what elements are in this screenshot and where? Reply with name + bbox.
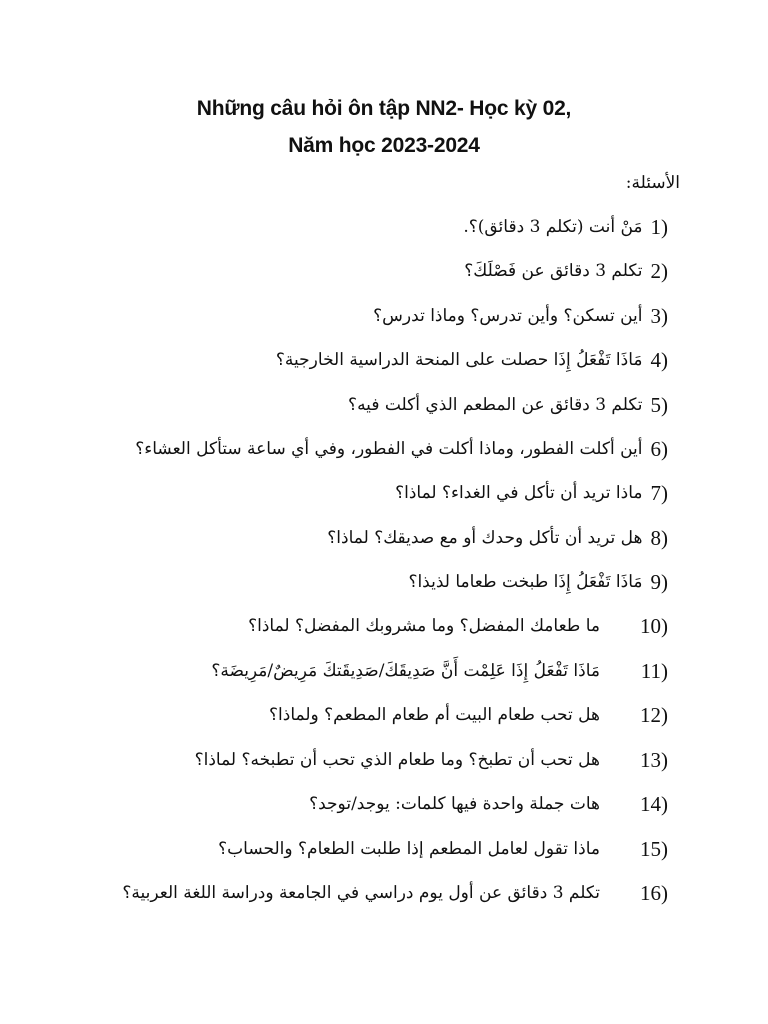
question-item — [108, 789, 668, 819]
question-text: أين تسكن؟ وأين تدرس؟ وماذا تدرس؟ — [373, 306, 643, 326]
question-number: 8) — [650, 526, 668, 550]
question-text: مَاذَا تَفْعَلُ إِذَا طبخت طعاما لذيذا؟ — [408, 572, 643, 592]
question-item — [463, 212, 668, 242]
question-item — [108, 878, 668, 908]
question-item — [276, 345, 668, 375]
question-number: 14) — [640, 792, 668, 816]
document-title-line-1: Những câu hỏi ôn tập NN2- Học kỳ 02, — [196, 97, 572, 120]
question-item — [108, 656, 668, 686]
question-item — [464, 256, 668, 286]
question-number: 4) — [650, 348, 668, 372]
question-item — [108, 834, 668, 864]
question-number: 16) — [640, 881, 668, 905]
question-number: 12) — [640, 703, 668, 727]
question-number: 13) — [640, 748, 668, 772]
question-item — [408, 567, 668, 597]
question-number: 1) — [650, 215, 668, 239]
question-number: 11) — [640, 659, 668, 683]
question-item — [327, 523, 668, 553]
question-item — [108, 700, 668, 730]
question-text: تكلم 3 دقائق عن المطعم الذي أكلت فيه؟ — [348, 395, 643, 415]
question-number: 6) — [650, 437, 668, 461]
question-text: ما طعامك المفضل؟ وما مشروبك المفضل؟ لماذا؟ — [248, 616, 600, 636]
question-number: 7) — [650, 481, 668, 505]
question-text: مَاذَا تَفْعَلُ إِذَا حصلت على المنحة الدراسية الخارجية؟ — [275, 350, 643, 370]
document-title-line-2: Năm học 2023-2024 — [288, 134, 480, 157]
question-item — [108, 611, 668, 641]
question-text: تكلم 3 دقائق عن فَصْلَكَ؟ — [464, 261, 643, 281]
question-text: هل تحب طعام البيت أم طعام المطعم؟ ولماذا؟ — [269, 705, 600, 725]
question-number: 2) — [650, 259, 668, 283]
question-item — [348, 390, 668, 420]
question-number: 9) — [650, 570, 668, 594]
question-text: ماذا تريد أن تأكل في الغداء؟ لماذا؟ — [395, 483, 643, 503]
question-number: 5) — [650, 393, 668, 417]
question-text: هل تحب أن تطبخ؟ وما طعام الذي تحب أن تطبخه؟ لماذا؟ — [194, 750, 600, 770]
question-text: هل تريد أن تأكل وحدك أو مع صديقك؟ لماذا؟ — [327, 528, 643, 548]
question-item — [395, 478, 668, 508]
questions-heading: الأسئلة: — [625, 173, 680, 193]
question-text: أين أكلت الفطور، وماذا أكلت في الفطور، وفي أي ساعة ستأكل العشاء؟ — [135, 439, 643, 459]
question-text: تكلم 3 دقائق عن أول يوم دراسي في الجامعة ودراسة اللغة العربية؟ — [122, 883, 600, 903]
question-text: هات جملة واحدة فيها كلمات: يوجد/توجد؟ — [309, 794, 600, 814]
question-text: مَاذَا تَفْعَلُ إِذَا عَلِمْت أَنَّ صَدِيقَكَ/صَدِيقَتكَ مَرِيضٌ/مَرِيضَة؟ — [211, 661, 600, 681]
question-number: 3) — [650, 304, 668, 328]
question-text: مَنْ أنت (تكلم 3 دقائق)؟. — [463, 217, 643, 237]
question-number: 15) — [640, 837, 668, 861]
question-item — [373, 301, 668, 331]
question-number: 10) — [640, 614, 668, 638]
question-item — [135, 434, 668, 464]
question-text: ماذا تقول لعامل المطعم إذا طلبت الطعام؟ والحساب؟ — [218, 839, 600, 859]
question-item — [108, 745, 668, 775]
